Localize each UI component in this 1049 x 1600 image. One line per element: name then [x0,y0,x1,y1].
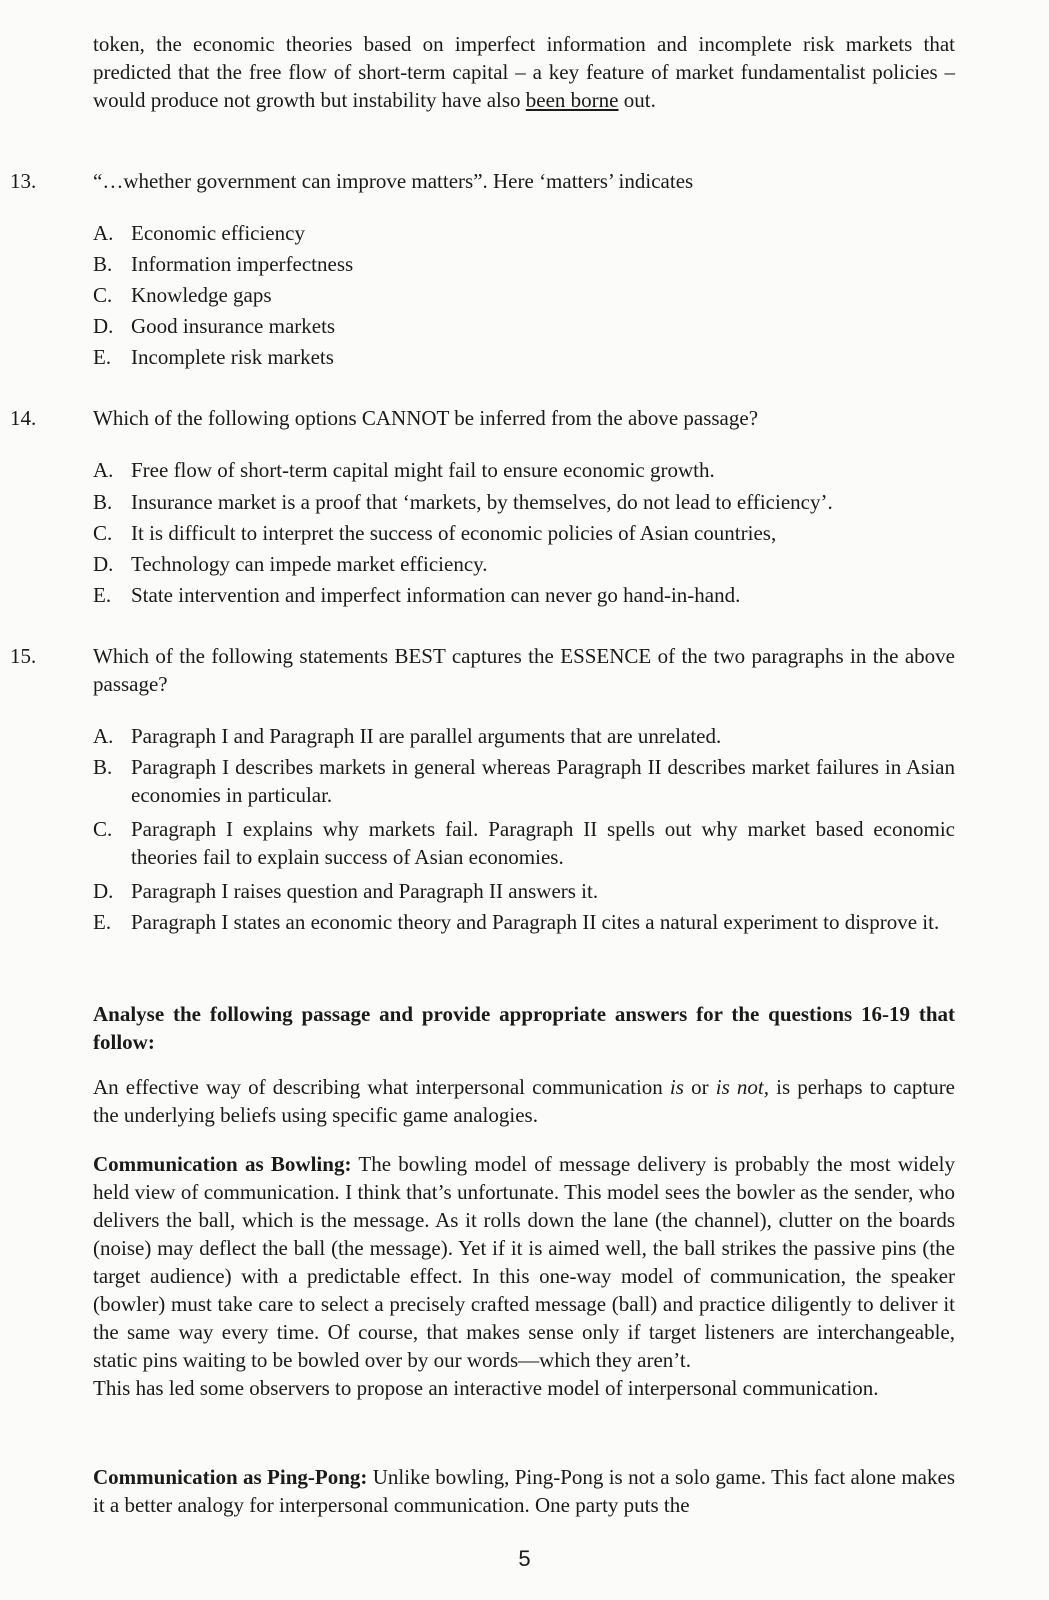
option-text: Paragraph I states an economic theory and Paragraph II cites a natural experiment to disprove it. [131,910,940,934]
option-d [93,550,955,578]
option-letter: C. [93,283,113,307]
option-d [93,312,955,340]
paragraph-pingpong-title: Communication as Ping-Pong: [93,1465,368,1489]
option-b [93,488,955,516]
option-e [93,343,955,371]
option-b [93,250,955,278]
option-text: Incomplete risk markets [131,345,334,369]
passage-fragment-text [93,30,955,114]
option-letter: A. [93,724,114,748]
intro-text-rest: is perhaps to capture the underlying beliefs using specific game analogies. [93,1075,956,1127]
option-a [93,456,955,484]
option-text: Technology can impede market efficiency. [131,552,488,576]
fragment-text-end: out. [618,88,656,112]
option-e [93,581,955,609]
paragraph-bowling-title: Communication as Bowling: [93,1152,352,1176]
paragraph-pingpong-body: Unlike bowling, Ping-Pong is not a solo game. This fact alone makes it a better analogy for interpersonal communication. One party puts the [93,1465,955,1517]
option-text: Knowledge gaps [131,283,272,307]
option-letter: D. [93,314,114,338]
option-letter: C. [93,817,113,841]
option-letter: E. [93,345,112,369]
passage-intro-text [93,1073,955,1129]
option-text: Insurance market is a proof that ‘markets, by themselves, do not lead to efficiency’. [131,490,833,514]
passage-fragment [93,30,955,114]
option-text: It is difficult to interpret the success of economic policies of Asian countries, [131,521,777,545]
question-number: 15. [10,644,37,668]
passage-instructions-text: Analyse the following passage and provide appropriate answers for the questions 16-19 that follow: [93,1002,955,1054]
option-letter: D. [93,552,114,576]
option-text: Information imperfectness [131,252,354,276]
paragraph-bowling-text [93,1150,955,1374]
option-text: Paragraph I and Paragraph II are parallel arguments that are unrelated. [131,724,722,748]
option-text: Economic efficiency [131,221,305,245]
option-text: Paragraph I describes markets in general whereas Paragraph II describes market failures in Asian economies in particular. [131,755,955,807]
question-stem: Which of the following statements BEST captures the ESSENCE of the two paragraphs in the above passage? [93,644,955,696]
question-number: 14. [10,406,37,430]
passage-instructions [93,1000,955,1056]
option-letter: E. [93,583,112,607]
option-text: Free flow of short-term capital might fail to ensure economic growth. [131,458,715,482]
paragraph-bowling-body: The bowling model of message delivery is probably the most widely held view of communication. I think that’s unfortunate. This model sees the bowler as the sender, who delivers the ball, which is the message. As it rolls down the lane (the channel), clutter on the boards (noise) may deflect the ball (the message). Yet if it is aimed well, the ball strikes the passive pins (the target audience) with a predictable effect. In this one-way model of communication, the speaker (bowler) must take care to select a precisely crafted message (ball) and practice diligently to deliver it the same way every time. Of course, that makes sense only if target listeners are interchangeable, static pins waiting to be bowled over by our words—which they aren’t. [93,1152,956,1372]
paragraph-bowling-followup: This has led some observers to propose an interactive model of interpersonal communication. [93,1376,879,1400]
option-text: Good insurance markets [131,314,336,338]
option-text: State intervention and imperfect information can never go hand-in-hand. [131,583,741,607]
question-stem: Which of the following options CANNOT be inferred from the above passage? [93,406,759,430]
paragraph-pingpong-text [93,1463,955,1519]
option-letter: E. [93,910,112,934]
option-d [93,877,955,905]
option-letter: D. [93,879,114,903]
option-letter: B. [93,755,113,779]
intro-emphasis-is-not: is not, [715,1075,769,1099]
option-b [93,753,955,809]
option-letter: B. [93,490,113,514]
paragraph-bowling [93,1150,955,1402]
fragment-underlined-text: been borne [525,88,619,112]
intro-emphasis-is: is [669,1075,684,1099]
option-letter: A. [93,458,114,482]
paragraph-pingpong [93,1463,955,1519]
option-letter: A. [93,221,114,245]
intro-text-or: or [683,1075,716,1099]
option-text: Paragraph I raises question and Paragraph II answers it. [131,879,599,903]
option-c [93,281,955,309]
option-a [93,219,955,247]
question-stem: “…whether government can improve matters”. Here ‘matters’ indicates [93,169,694,193]
option-a [93,722,955,750]
question-number: 13. [10,169,37,193]
option-letter: C. [93,521,113,545]
option-c [93,519,955,547]
option-e [93,908,955,936]
passage-intro [93,1073,955,1129]
page-number: 5 [518,1546,531,1571]
option-letter: B. [93,252,113,276]
option-c [93,815,955,871]
option-text: Paragraph I explains why markets fail. Paragraph II spells out why market based economic theories fail to explain success of Asian economies. [131,817,955,869]
intro-text: An effective way of describing what interpersonal communication [93,1075,670,1099]
fragment-text-start: token, the economic theories based on imperfect information and incomplete risk markets that predicted that the free flow of short-term capital – a key feature of market fundamentalist policies – would produce not growth but instability have also [93,32,955,112]
